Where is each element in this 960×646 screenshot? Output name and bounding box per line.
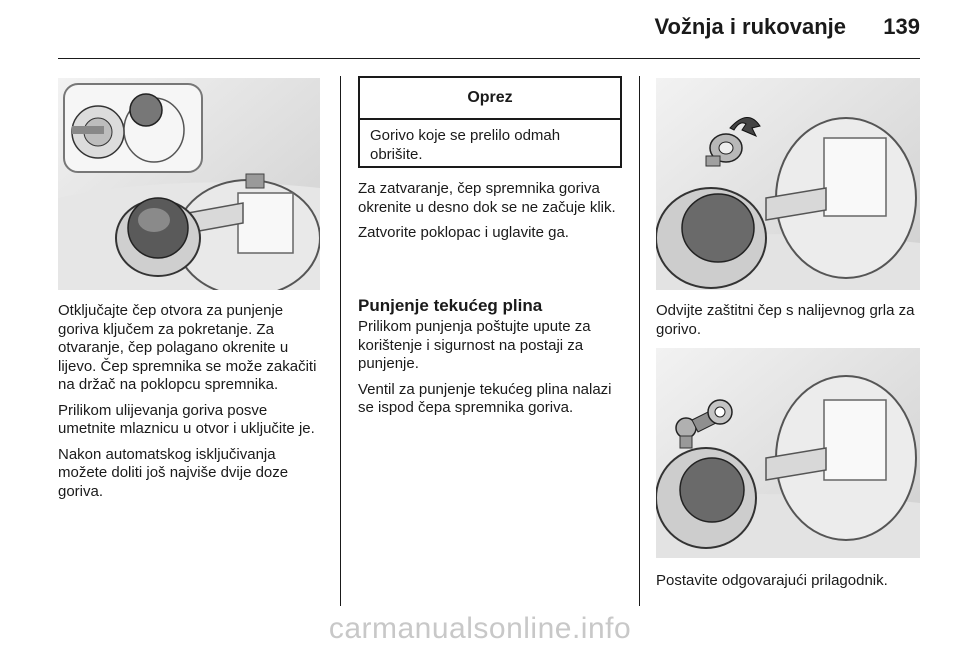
section-heading-lpg: Punjenje tekućeg plina	[358, 296, 543, 315]
middle-column-text	[358, 180, 622, 243]
caution-title: Oprez	[360, 78, 620, 120]
paragraph-lpg-instructions: Prilikom punjenja poštujte upute za korištenje i sigurnost na postaji za punjenje.	[358, 318, 591, 372]
paragraph-close-flap: Zatvorite poklopac i uglavite ga.	[358, 224, 569, 241]
paragraph-unlock-cap: Otključajte čep otvora za punjenje goriva ključem za pokretanje. Za otvaranje, čep polagano okrenite u lijevo. Čep spremnika se može zakačiti na držač na poklopcu spremnika.	[58, 302, 317, 393]
adapter-illustration	[656, 348, 920, 558]
paragraph-close-cap: Za zatvaranje, čep spremnika goriva okrenite u desno dok se ne začuje klik.	[358, 180, 616, 216]
paragraph-lpg-valve: Ventil za punjenje tekućeg plina nalazi se ispod čepa spremnika goriva.	[358, 380, 612, 416]
watermark: carmanualsonline.info	[328, 612, 632, 645]
page-number: 139	[883, 14, 920, 39]
page-title: Vožnja i rukovanje	[654, 14, 846, 39]
protective-cap-drawing	[656, 78, 920, 290]
column-divider-right	[639, 76, 640, 606]
caution-box	[358, 76, 622, 168]
caution-text: Gorivo koje se prelilo odmah obrišite.	[370, 127, 561, 163]
protective-cap-illustration	[656, 78, 920, 290]
paragraph-insert-nozzle: Prilikom ulijevanja goriva posve umetnite mlaznicu u otvor i uključite je.	[58, 401, 315, 437]
lpg-section-text	[358, 318, 622, 418]
left-column-text	[58, 302, 328, 501]
caption-fit-adapter: Postavite odgovarajući prilagodnik.	[656, 572, 888, 589]
caption-remove-protective-cap: Odvijte zaštitni čep s nalijevnog grla za gorivo.	[656, 302, 915, 338]
adapter-drawing	[656, 348, 920, 558]
column-divider-left	[340, 76, 341, 606]
fuel-cap-key-illustration	[58, 78, 320, 290]
header-divider	[58, 58, 920, 59]
fuel-cap-key-drawing	[58, 78, 320, 290]
paragraph-top-up: Nakon automatskog isključivanja možete doliti još najviše dvije doze goriva.	[58, 445, 289, 500]
